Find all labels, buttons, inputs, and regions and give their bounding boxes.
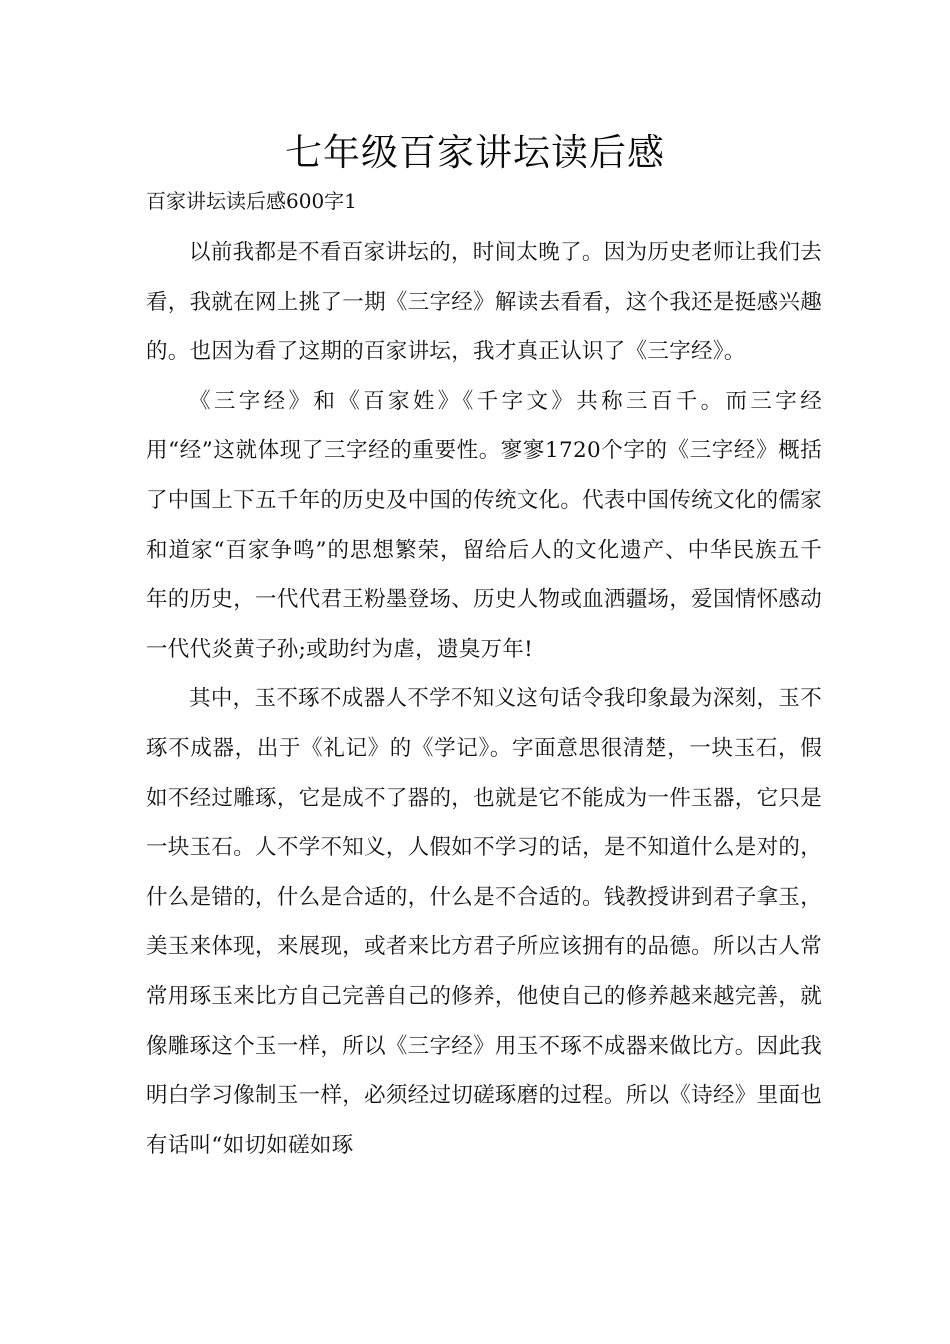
paragraph-2: 《三字经》和《百家姓》《千字文》共称三百千。而三字经用“经”这就体现了三字经的重要性。寥寥1720个字的《三字经》概括了中国上下五千年的历史及中国的传统文化。代表中国传统文化的儒家和道家“百家争鸣”的思想繁荣，留给后人的文化遗产、中华民族五千年的历史，一代代君王粉墨登场、历史人物或血洒疆场，爱国情怀感动一代代炎黄子孙;或助纣为虐，遗臭万年!: [146, 388, 822, 662]
paragraph-3: 其中，玉不琢不成器人不学不知义这句话令我印象最为深刻，玉不琢不成器，出于《礼记》的《学记》。字面意思很清楚，一块玉石，假如不经过雕琢，它是成不了器的，也就是它不能成为一件玉器，它只是一块玉石。人不学不知义，人假如不学习的话，是不知道什么是对的，什么是错的，什么是合适的，什么是不合适的。钱教授讲到君子拿玉，美玉来体现，来展现，或者来比方君子所应该拥有的品德。所以古人常常用琢玉来比方自己完善自己的修养，他使自己的修养越来越完善，就像雕琢这个玉一样，所以《三字经》用玉不琢不成器来做比方。因此我明白学习像制玉一样，必须经过切磋琢磨的过程。所以《诗经》里面也有话叫“如切如磋如琢: [146, 686, 822, 1158]
document-body: [146, 228, 822, 1170]
document-title: 七年级百家讲坛读后感: [285, 131, 665, 174]
document-subtitle: 百家讲坛读后感600字1: [146, 189, 357, 213]
paragraph-1: 以前我都是不看百家讲坛的，时间太晚了。因为历史老师让我们去看，我就在网上挑了一期《三字经》解读去看看，这个我还是挺感兴趣的。也因为看了这期的百家讲坛，我才真正认识了《三字经》。: [146, 240, 822, 365]
